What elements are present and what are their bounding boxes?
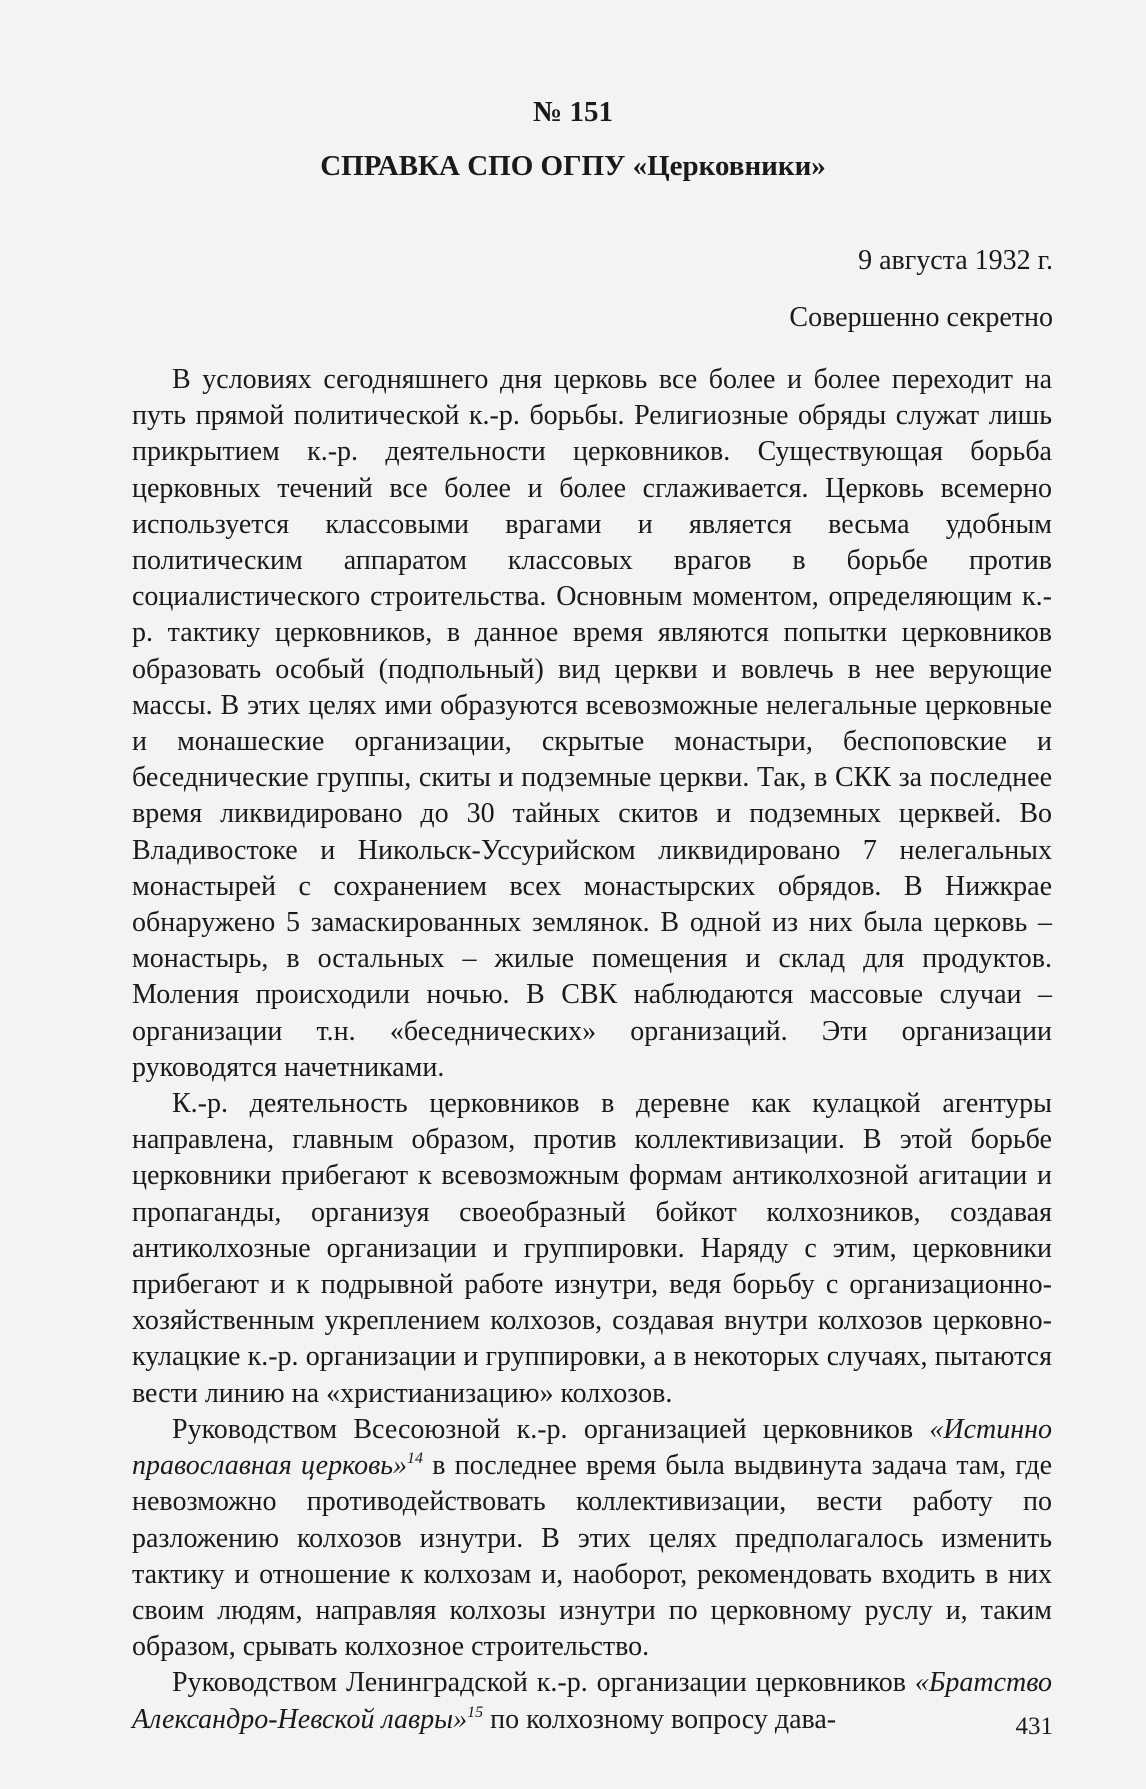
paragraph-3-end: в последнее время была выдвинута задача там, где невозможно противодействовать коллективизации, вести работу по разложению колхозов изнутри. В этих целях предполагалось изменить тактику и отношение к колхозам и, наоборот, рекомендовать входить в них своим людям, направляя колхозы изнутри по церковному руслу и, таким образом, срывать колхозное строительство.: [132, 1450, 1052, 1663]
classification-stamp: Совершенно секретно: [789, 302, 1053, 333]
paragraph-2: К.-р. деятельность церковников в деревне как кулацкой агентуры направлена, главным образом, против коллективизации. В этой борьбе церковники прибегают к всевозможным формам антиколхозной агитации и пропаганды, организуя своеобразный бойкот колхозников, создавая антиколхозные организации и группировки. Наряду с этим, церковники прибегают и к подрывной работе изнутри, ведя борьбу с организационно-хозяйственным укреплением колхозов, создавая внутри колхозов церковно-кулацкие к.-р. организации и группировки, а в некоторых случаях, пытаются вести линию на «христианизацию» колхозов.: [132, 1088, 1052, 1409]
document-number: № 151: [533, 96, 613, 128]
footnote-ref-15[interactable]: 15: [467, 1703, 484, 1721]
footnote-ref-14[interactable]: 14: [407, 1450, 424, 1468]
document-title: СПРАВКА СПО ОГПУ «Церковники»: [320, 150, 826, 182]
page-number: 431: [1015, 1713, 1053, 1740]
paragraph-1: В условиях сегодняшнего дня церковь все более и более переходит на путь прямой политической к.-р. борьбы. Религиозные обряды служат лишь прикрытием к.-р. деятельности церковников. Существующая борьба церковных течений все более и более сглаживается. Церковь всемерно используется классовыми врагами и является весьма удобным политическим аппаратом классовых врагов в борьбе против социалистического строительства. Основным моментом, определяющим к.-р. тактику церковников, в данное время являются попытки церковников образовать особый (подпольный) вид церкви и вовлечь в нее верующие массы. В этих целях ими образуются всевозможные нелегальные церковные и монашеские организации, скрытые монастыри, беспоповские и беседнические группы, скиты и подземные церкви. Так, в СКК за последнее время ликвидировано до 30 тайных скитов и подземных церквей. Во Владивостоке и Никольск-Уссурийском ликвидировано 7 нелегальных монастырей с сохранением всех монастырских обрядов. В Нижкрае обнаружено 5 замаскированных землянок. В одной из них была церковь – монастырь, в остальных – жилые помещения и склад для продуктов. Моления происходили ночью. В СВК наблюдаются массовые случаи – организации т.н. «беседнических» организаций. Эти организации руководятся начетниками.: [132, 364, 1052, 1083]
paragraph-4-end: по колхозному вопросу дава-: [483, 1703, 837, 1735]
paragraph-3: [132, 1412, 1052, 1665]
paragraph-4: [132, 1665, 1052, 1737]
paragraph-4-start: Руководством Ленинградской к.-р. организации церковников: [172, 1667, 915, 1699]
organization-name-ipc: «Истинно православная церковь»: [132, 1413, 1052, 1482]
organization-name-brotherhood: «Братство Александро-Невской лавры»: [132, 1667, 1052, 1735]
paragraph-3-start: Руководством Всесоюзной к.-р. организацией церковников: [172, 1413, 930, 1445]
document-date: 9 августа 1932 г.: [858, 245, 1053, 276]
document-body: [132, 362, 1052, 1738]
